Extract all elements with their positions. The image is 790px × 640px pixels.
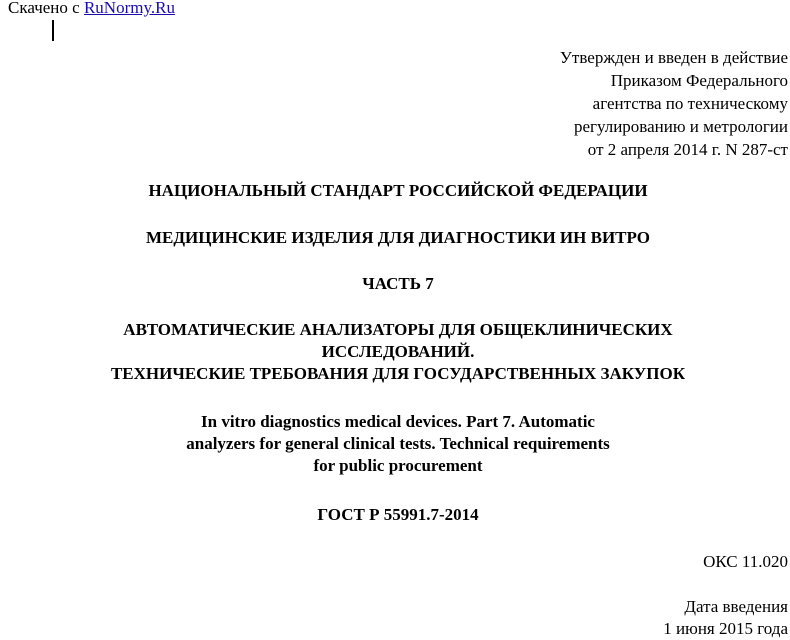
intro-date-label: Дата введения [684,597,788,616]
subtitle-en-line: In vitro diagnostics medical devices. Part 7. Automatic [201,412,595,431]
subtitle-ru-line: ИССЛЕДОВАНИЙ. [321,342,475,361]
intro-date-block [663,596,788,640]
subtitle-ru [0,319,790,385]
gost-number: ГОСТ Р 55991.7-2014 [317,505,479,524]
source-prefix: Скачено с [8,0,80,17]
intro-date-value: 1 июня 2015 года [663,619,788,638]
okc-code: ОКС 11.020 [703,552,788,571]
subtitle-en-line: for public procurement [313,456,483,475]
subtitle-ru-line: ТЕХНИЧЕСКИЕ ТРЕБОВАНИЯ ДЛЯ ГОСУДАРСТВЕННЫХ ЗАКУПОК [110,364,686,383]
approval-block [560,46,788,161]
subtitle-ru-line: АВТОМАТИЧЕСКИЕ АНАЛИЗАТОРЫ ДЛЯ ОБЩЕКЛИНИЧЕСКИХ [123,320,673,339]
text-cursor [52,20,54,41]
approval-line: регулированию и метрологии [573,117,788,136]
source-line [8,0,175,18]
source-link[interactable]: RuNormy.Ru [83,0,175,17]
product-title: МЕДИЦИНСКИЕ ИЗДЕЛИЯ ДЛЯ ДИАГНОСТИКИ ИН ВИТРО [145,228,651,247]
subtitle-en-line: analyzers for general clinical tests. Technical requirements [186,434,610,453]
approval-line: Приказом Федерального [610,71,788,90]
approval-line: Утвержден и введен в действие [559,48,788,67]
part-heading: ЧАСТЬ 7 [362,274,434,293]
approval-line: от 2 апреля 2014 г. N 287-ст [587,140,788,159]
subtitle-en [0,411,790,477]
approval-line: агентства по техническому [592,94,788,113]
standard-title: НАЦИОНАЛЬНЫЙ СТАНДАРТ РОССИЙСКОЙ ФЕДЕРАЦИИ [148,181,648,200]
